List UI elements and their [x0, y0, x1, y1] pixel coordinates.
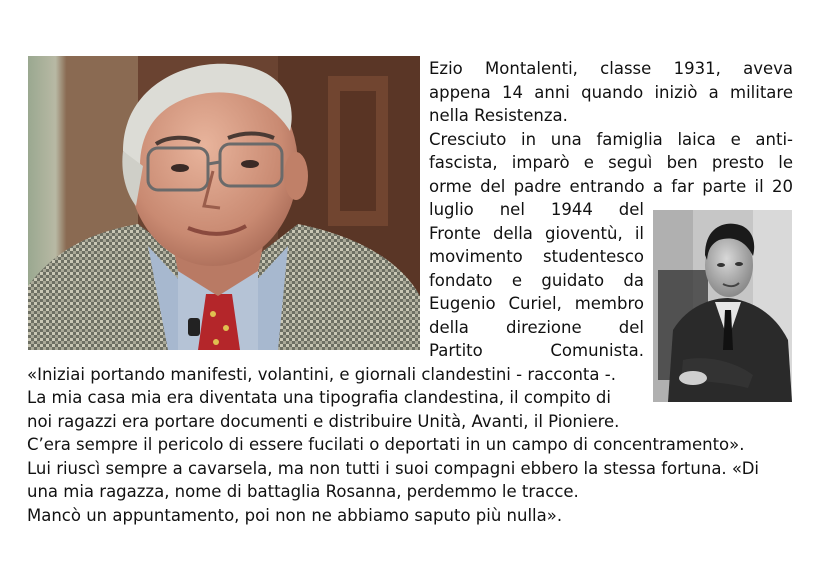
bio-line-10: fondato e guidato da — [429, 270, 644, 290]
quote-line-7: Mancò un appuntamento, poi non ne abbiamo saputo più nulla». — [27, 505, 563, 525]
quote-line-3: noi ragazzi era portare documenti e distribuire Unità, Avanti, il Pioniere. — [27, 411, 620, 431]
portrait-photo-young-bw — [653, 210, 792, 402]
bio-line-1: Ezio Montalenti, classe 1931, aveva — [429, 59, 793, 78]
bio-line-5: fascista, imparò e seguì ben presto le — [429, 153, 793, 172]
quote-line-2: La mia casa mia era diventata una tipografia clandestina, il compito di — [27, 388, 611, 407]
bio-line-13: Partito Comunista. — [429, 341, 644, 360]
quote-line-5: Lui riuscì sempre a cavarsela, ma non tutti i suoi compagni ebbero la stessa fortuna. «Di — [27, 458, 760, 478]
bio-line-9: movimento studentesco — [429, 247, 644, 266]
bio-line-3: nella Resistenza. — [429, 106, 568, 125]
bio-line-12: della direzione del — [429, 317, 644, 337]
quote-line-4: C’era sempre il pericolo di essere fucilati o deportati in un campo di concentramento». — [27, 435, 745, 454]
bio-line-11: Eugenio Curiel, membro — [429, 294, 644, 313]
bio-line-6: orme del padre entrando a far parte il 20 — [429, 176, 793, 196]
bio-line-4: Cresciuto in una famiglia laica e anti- — [429, 129, 793, 149]
quote-line-6: una mia ragazza, nome di battaglia Rosanna, perdemmo le tracce. — [27, 482, 579, 501]
quote-line-1: «Iniziai portando manifesti, volantini, e giornali clandestini - racconta -. — [27, 364, 616, 384]
portrait-photo-elderly — [28, 56, 420, 350]
bio-line-7: luglio nel 1944 del — [429, 200, 644, 219]
bio-line-2: appena 14 anni quando iniziò a militare — [429, 82, 793, 102]
bio-line-8: Fronte della gioventù, il — [429, 223, 644, 243]
